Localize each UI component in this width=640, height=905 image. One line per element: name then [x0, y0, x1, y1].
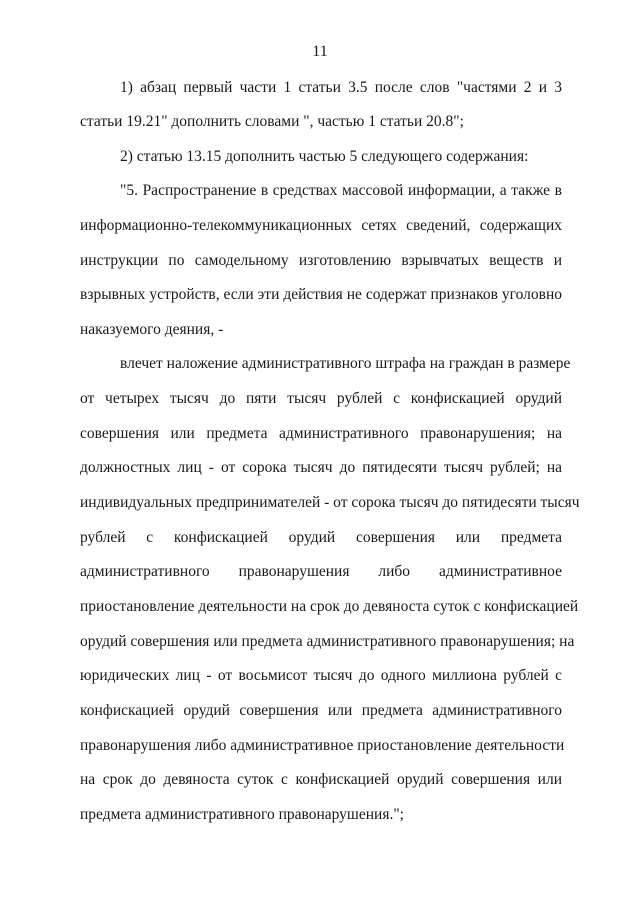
text-line: влечет наложение административного штрафа на граждан в размере	[120, 355, 571, 372]
text-line: приостановление деятельности на срок до девяноста суток с конфискацией	[80, 598, 579, 615]
text-line: на срок до девяноста суток с конфискацией орудий совершения или	[80, 771, 562, 788]
page-number: 11	[312, 43, 328, 60]
text-line: статьи 19.21" дополнить словами ", частью 1 статьи 20.8";	[80, 113, 464, 130]
text-line: правонарушения либо административное приостановление деятельности	[80, 737, 565, 754]
text-line: должностных лиц - от сорока тысяч до пятидесяти тысяч рублей; на	[80, 459, 562, 476]
text-line: административного правонарушения либо административное	[80, 563, 562, 580]
text-line: "5. Распространение в средствах массовой информации, а также в	[120, 182, 562, 199]
text-line: от четырех тысяч до пяти тысяч рублей с конфискацией орудий	[80, 390, 562, 407]
text-line: информационно-телекоммуникационных сетях сведений, содержащих	[80, 217, 562, 234]
text-line: орудий совершения или предмета административного правонарушения; на	[80, 633, 575, 650]
text-line: совершения или предмета административного правонарушения; на	[80, 425, 562, 442]
text-line: предмета административного правонарушения.";	[80, 806, 404, 823]
text-line: наказуемого деяния, -	[80, 321, 224, 338]
text-line: рублей с конфискацией орудий совершения или предмета	[80, 529, 562, 546]
text-line: индивидуальных предпринимателей - от сорока тысяч до пятидесяти тысяч	[80, 494, 580, 511]
text-line: взрывных устройств, если эти действия не содержат признаков уголовно	[80, 286, 562, 303]
text-line: конфискацией орудий совершения или предмета административного	[80, 702, 562, 719]
text-line: юридических лиц - от восьмисот тысяч до одного миллиона рублей с	[80, 667, 562, 684]
text-line: 2) статью 13.15 дополнить частью 5 следующего содержания:	[120, 148, 529, 165]
text-line: инструкции по самодельному изготовлению взрывчатых веществ и	[80, 252, 562, 269]
text-line: 1) абзац первый части 1 статьи 3.5 после слов "частями 2 и 3	[120, 79, 562, 96]
